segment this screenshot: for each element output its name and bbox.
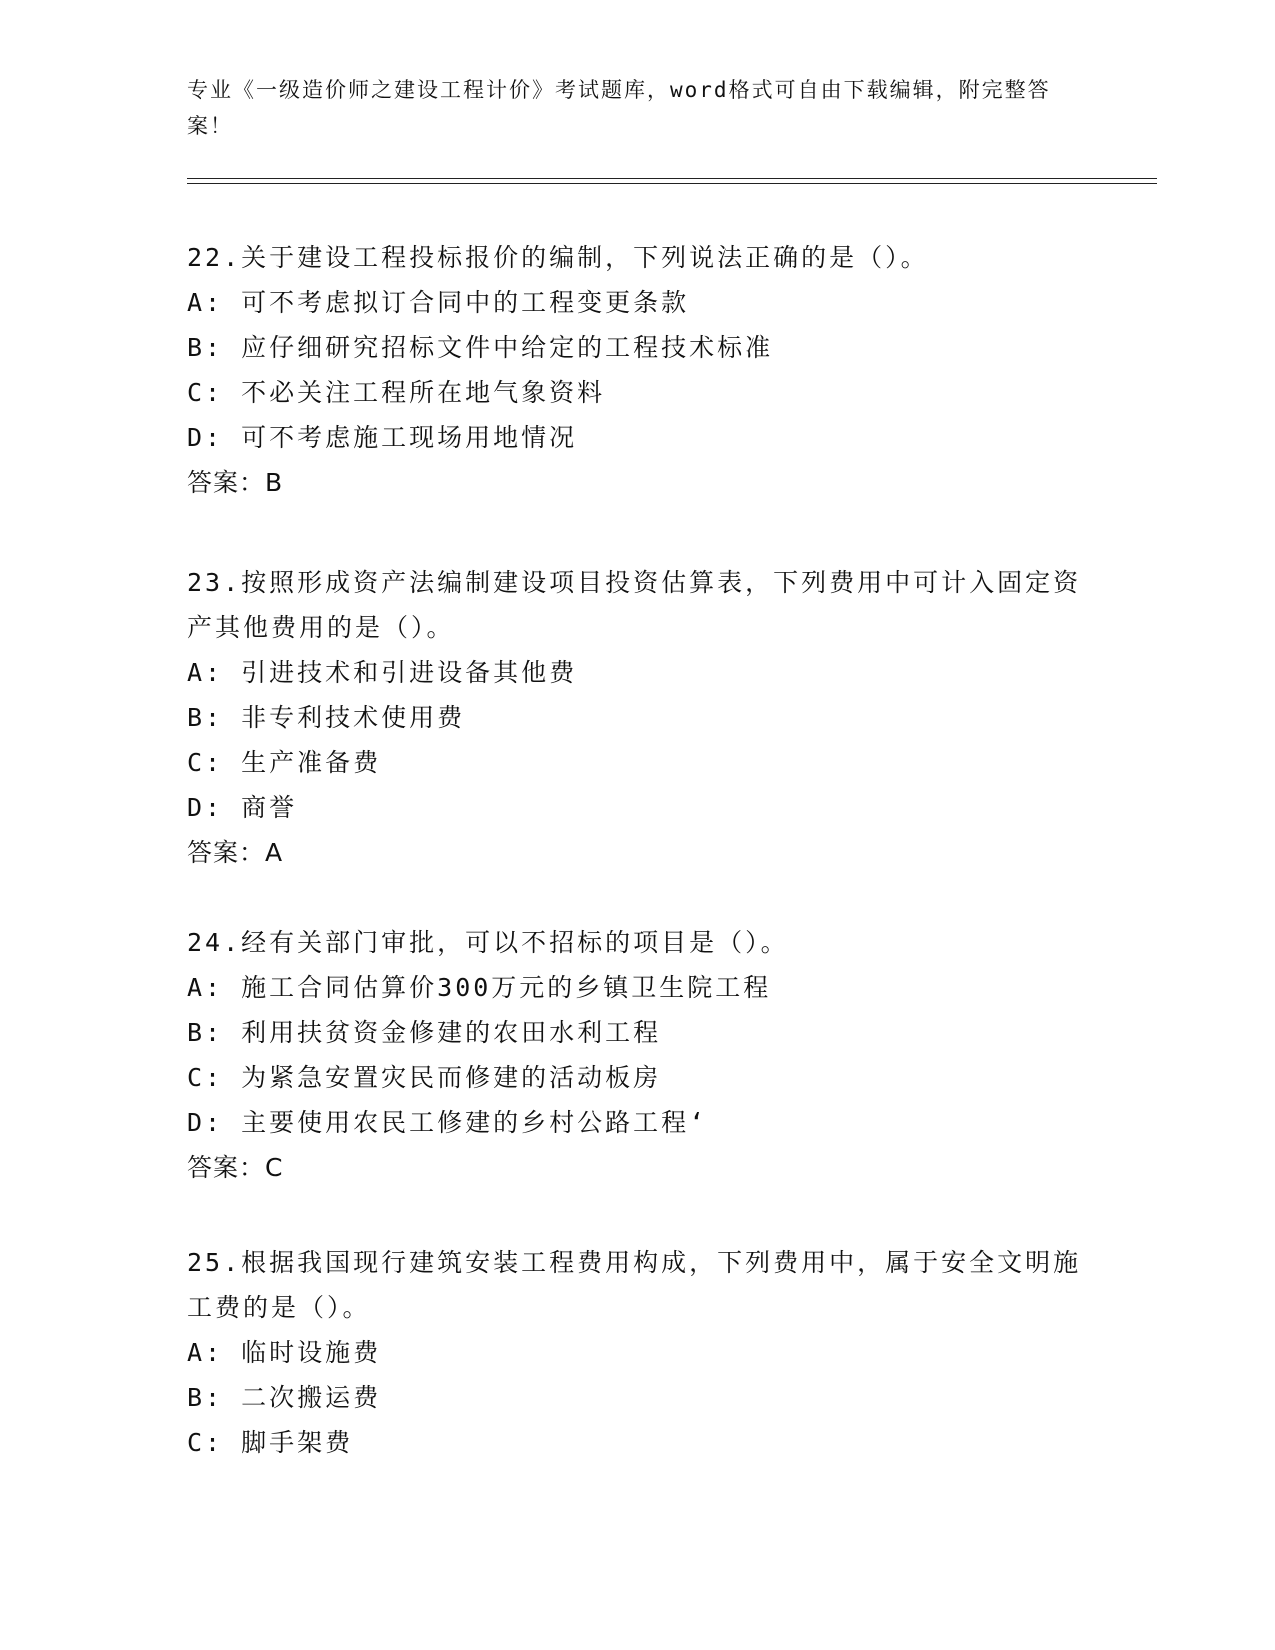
question-stem: 23.按照形成资产法编制建设项目投资估算表，下列费用中可计入固定资产其他费用的是（）。 (187, 568, 1082, 642)
option-c: C: 脚手架费 (187, 1428, 354, 1457)
answer-label: 答案：C (187, 1153, 284, 1182)
option-b: B: 非专利技术使用费 (187, 703, 466, 732)
option-b: B: 应仔细研究招标文件中给定的工程技术标准 (187, 333, 774, 362)
question-23 (187, 560, 1087, 875)
option-a: A: 施工合同估算价300万元的乡镇卫生院工程 (187, 973, 772, 1002)
header-divider-bottom (187, 183, 1157, 184)
question-stem: 24.经有关部门审批，可以不招标的项目是（）。 (187, 928, 789, 957)
header-intro-text: 专业《一级造价师之建设工程计价》考试题库，word格式可自由下载编辑，附完整答案！ (187, 78, 1051, 138)
question-25 (187, 1240, 1087, 1465)
option-d: D: 可不考虑施工现场用地情况 (187, 423, 578, 452)
option-b: B: 二次搬运费 (187, 1383, 382, 1412)
option-d: D: 商誉 (187, 793, 298, 822)
question-stem: 25.根据我国现行建筑安装工程费用构成，下列费用中，属于安全文明施工费的是（）。 (187, 1248, 1082, 1322)
answer-label: 答案：B (187, 468, 284, 497)
header-divider-top (187, 178, 1157, 179)
option-b: B: 利用扶贫资金修建的农田水利工程 (187, 1018, 662, 1047)
option-c: C: 为紧急安置灾民而修建的活动板房 (187, 1063, 662, 1092)
option-d: D: 主要使用农民工修建的乡村公路工程‘ (187, 1108, 708, 1137)
option-a: A: 引进技术和引进设备其他费 (187, 658, 578, 687)
option-c: C: 不必关注工程所在地气象资料 (187, 378, 606, 407)
answer-label: 答案：A (187, 838, 284, 867)
document-header (187, 72, 1067, 144)
option-a: A: 可不考虑拟订合同中的工程变更条款 (187, 288, 690, 317)
question-22 (187, 235, 1087, 505)
option-c: C: 生产准备费 (187, 748, 382, 777)
question-24 (187, 920, 1087, 1190)
option-a: A: 临时设施费 (187, 1338, 382, 1367)
question-stem: 22.关于建设工程投标报价的编制，下列说法正确的是（）。 (187, 243, 929, 272)
